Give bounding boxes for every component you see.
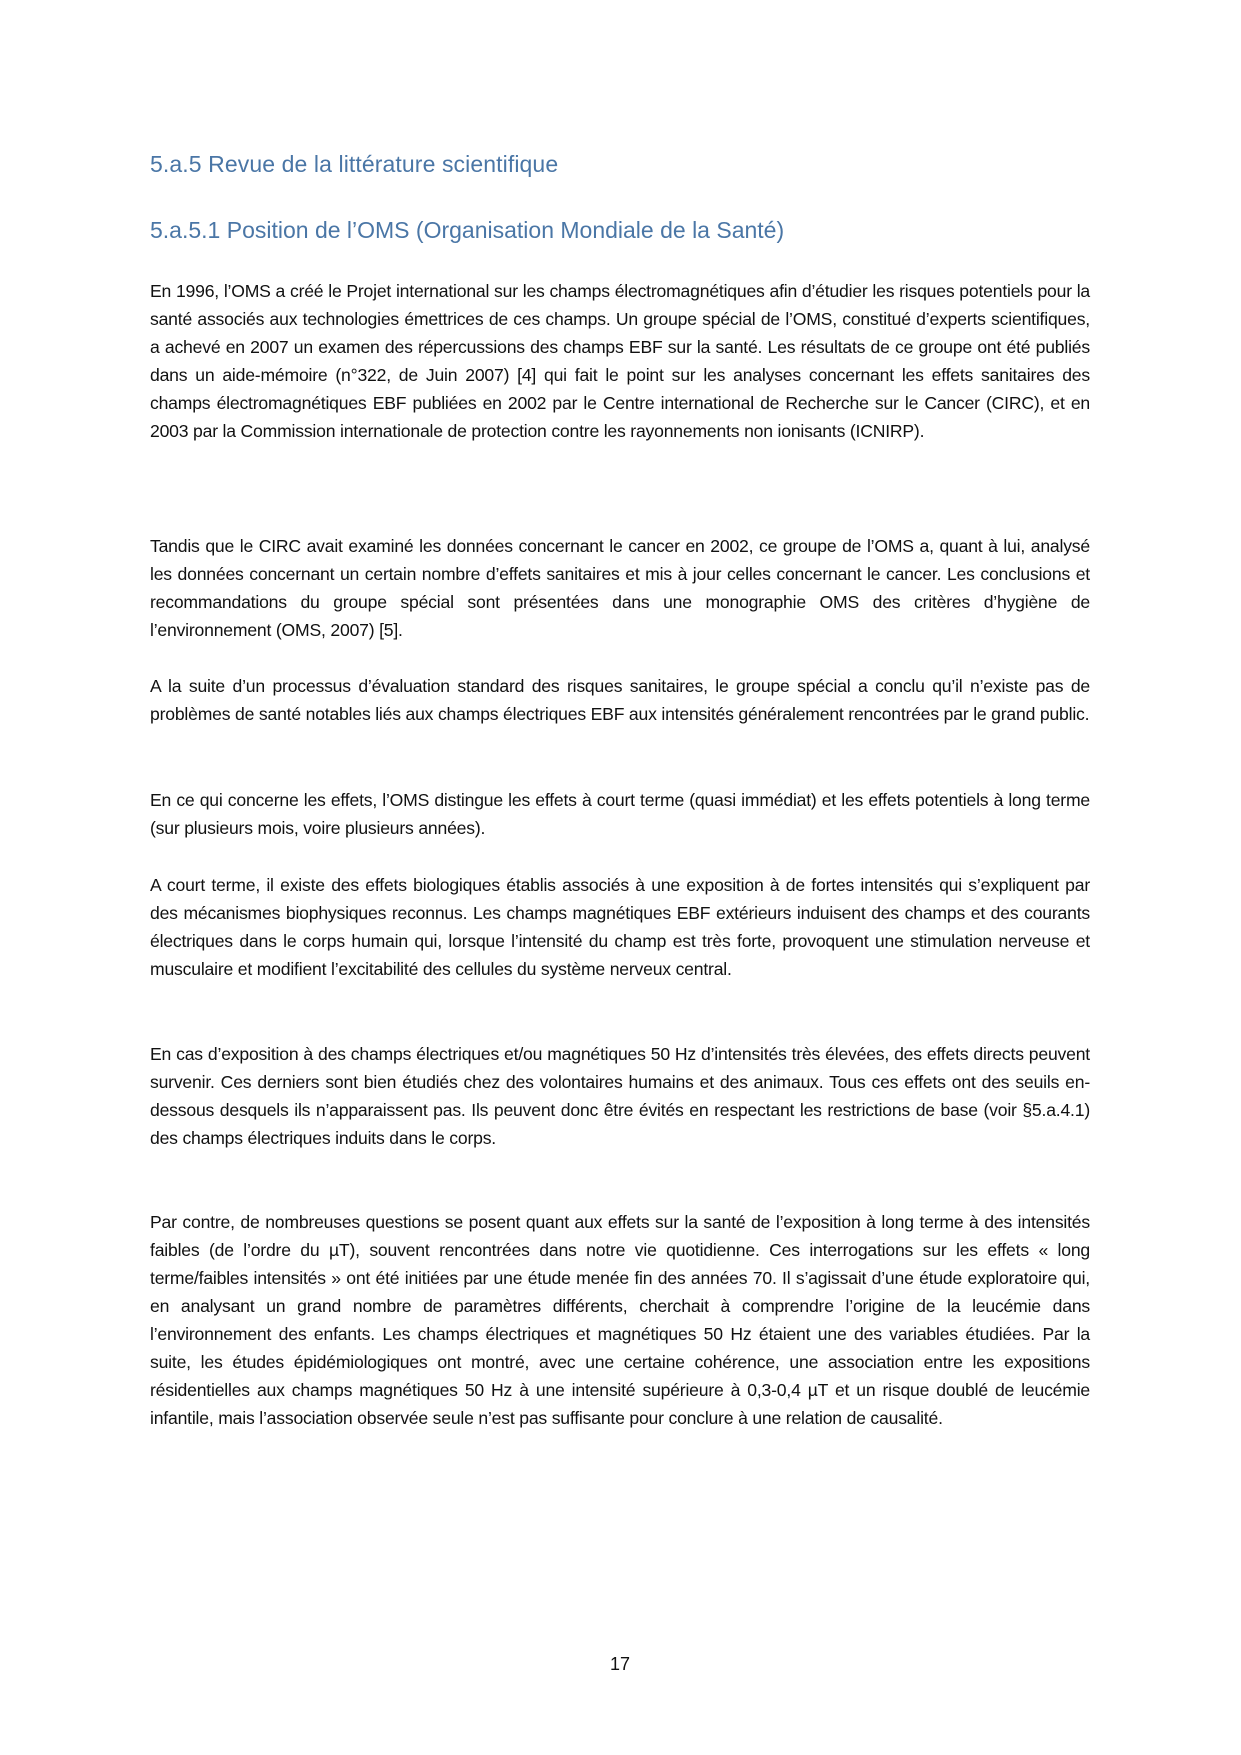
paragraph-circ-review: Tandis que le CIRC avait examiné les données concernant le cancer en 2002, ce groupe de l’OMS a, quant à lui, analysé les données concernant un certain nombre d’effets sanitaires et mis à jour celles concernant le cancer. Les conclusions et recommandations du groupe spécial sont présentées dans une monographie OMS des critères d’hygiène de l’environnement (OMS, 2007) [5]. [150, 536, 1090, 640]
page-number: 17 [609, 1654, 631, 1674]
subsection-heading: 5.a.5.1 Position de l’OMS (Organisation Mondiale de la Santé) [150, 217, 785, 243]
paragraph-long-term-effects: Par contre, de nombreuses questions se posent quant aux effets sur la santé de l’exposition à long terme à des intensités faibles (de l’ordre du µT), souvent rencontrées dans notre vie quotidienne. Ces interrogations sur les effets « long terme/faibles intensités » ont été initiées par une étude menée fin des années 70. Il s’agissait d’une étude exploratoire qui, en analysant un grand nombre de paramètres différents, cherchait à comprendre l’origine de la leucémie dans l’environnement des enfants. Les champs électriques et magnétiques 50 Hz étaient une des variables étudiées. Par la suite, les études épidémiologiques ont montré, avec une certaine cohérence, une association entre les expositions résidentielles aux champs magnétiques 50 Hz à une intensité supérieure à 0,3-0,4 µT et un risque doublé de leucémie infantile, mais l’association observée seule n’est pas suffisante pour conclure à une relation de causalité. [150, 1212, 1090, 1428]
section-heading: 5.a.5 Revue de la littérature scientifique [150, 151, 559, 177]
paragraph-short-term-effects: A court terme, il existe des effets biologiques établis associés à une exposition à de fortes intensités qui s’expliquent par des mécanismes biophysiques reconnus. Les champs magnétiques EBF extérieurs induisent des champs et des courants électriques dans le corps humain qui, lorsque l’intensité du champ est très forte, provoquent une stimulation nerveuse et musculaire et modifient l’excitabilité des cellules du système nerveux central. [150, 875, 1090, 979]
paragraph-effects-distinction: En ce qui concerne les effets, l’OMS distingue les effets à court terme (quasi immédiat) et les effets potentiels à long terme (sur plusieurs mois, voire plusieurs années). [150, 790, 1090, 838]
paragraph-oms-project: En 1996, l’OMS a créé le Projet international sur les champs électromagnétiques afin d’étudier les risques potentiels pour la santé associés aux technologies émettrices de ces champs. Un groupe spécial de l’OMS, constitué d’experts scientifiques, a achevé en 2007 un examen des répercussions des champs EBF sur la santé. Les résultats de ce groupe ont été publiés dans un aide-mémoire (n°322, de Juin 2007) [4] qui fait le point sur les analyses concernant les effets sanitaires des champs électromagnétiques EBF publiées en 2002 par le Centre international de Recherche sur le Cancer (CIRC), et en 2003 par la Commission internationale de protection contre les rayonnements non ionisants (ICNIRP). [150, 281, 1090, 441]
paragraph-risk-evaluation: A la suite d’un processus d’évaluation standard des risques sanitaires, le groupe spécial a conclu qu’il n’existe pas de problèmes de santé notables liés aux champs électriques EBF aux intensités généralement rencontrées par le grand public. [150, 676, 1090, 724]
paragraph-high-exposure: En cas d’exposition à des champs électriques et/ou magnétiques 50 Hz d’intensités très élevées, des effets directs peuvent survenir. Ces derniers sont bien étudiés chez des volontaires humains et des animaux. Tous ces effets ont des seuils en-dessous desquels ils n’apparaissent pas. Ils peuvent donc être évités en respectant les restrictions de base (voir §5.a.4.1) des champs électriques induits dans le corps. [150, 1044, 1090, 1148]
